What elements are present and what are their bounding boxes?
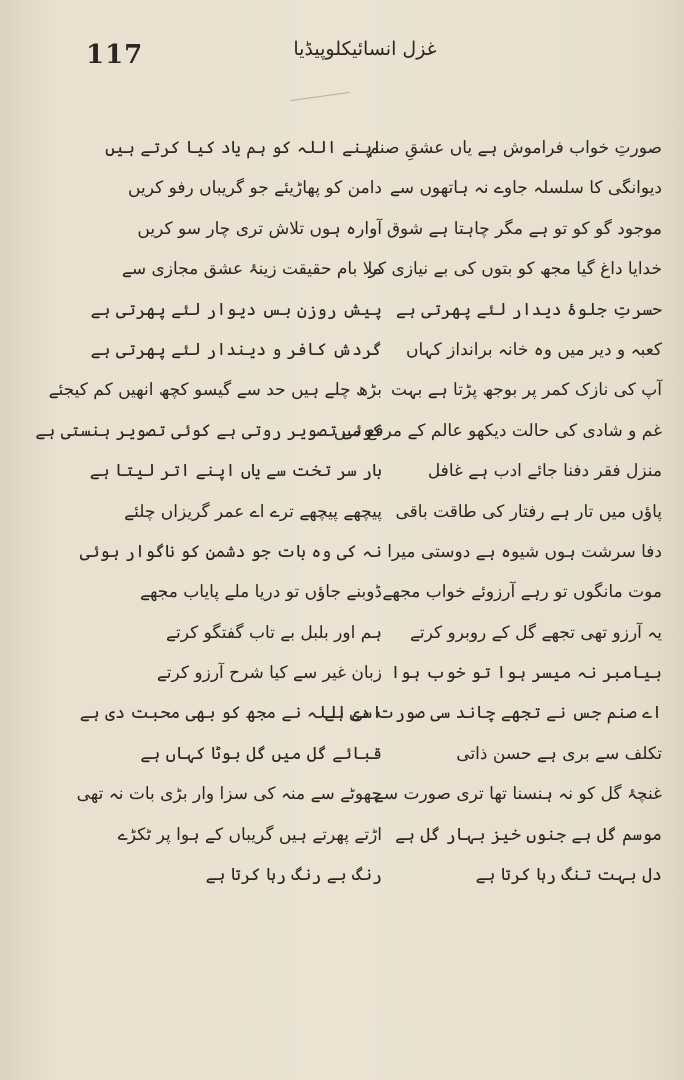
verse-line: حسرتِ جلوۂ دیدار لئے پھرتی ہے: [395, 299, 662, 320]
verse-line: اسی اللہ نے مجھ کو بھی محبت دی ہے: [79, 703, 382, 724]
verse-line: منزل فقر دفنا جائے ادب ہے غافل: [427, 461, 662, 482]
running-title: غزل انسائیکلوپیڈیا: [293, 38, 437, 60]
verse-line: نہ کی وہ بات جو دشمن کو ناگوار ہوئی: [79, 541, 382, 562]
verse-line: بیامبر نہ میسر ہوا تو خوب ہوا: [390, 663, 662, 684]
verse-line: آوارہ ہوں تلاش تری چار سو کریں: [137, 218, 382, 239]
verse-line: غم و شادی کی حالت دیکھو عالم کے مرقع میں: [333, 420, 662, 441]
verse-line: اپنے اللہ کو ہم یاد کیا کرتے ہیں: [105, 138, 382, 158]
verse-line: یہ آرزو تھی تجھے گل کے روبرو کرتے: [409, 622, 662, 643]
verse-line: ہم اور بلبل بے تاب گفتگو کرتے: [166, 622, 382, 643]
verse-line: ملا بام حقیقت زینۂ عشق مجازی سے: [121, 259, 382, 280]
verse-line: موت مانگوں تو رہے آرزوئے خواب مجھے: [382, 582, 662, 603]
verse-line: ڈوبنے جاؤں تو دریا ملے پایاب مجھے: [139, 582, 382, 603]
verse-line: چھوٹے سے منہ کی سزا وار بڑی بات نہ تھی: [76, 784, 382, 805]
verse-line: آپ کی نازک کمر پر بوجھ پڑتا ہے بہت: [390, 380, 662, 401]
verse-line: کوئی تصویر روتی ہے کوئی تصویر ہنستی ہے: [35, 420, 382, 441]
verse-line: تکلف سے بری ہے حسن ذاتی: [456, 743, 662, 764]
verse-line: رنگ بے رنگ رہا کرتا ہے: [205, 865, 382, 886]
verse-line: اے صنم جس نے تجھے چاند سی صورت دی ہے: [324, 703, 662, 724]
verse-line: خدایا داغ گیا مجھ کو بتوں کی بے نیازی کر: [368, 259, 662, 280]
verse-line: کعبہ و دیر میں وہ خانہ برانداز کہاں: [406, 339, 662, 360]
verse-line: صورتِ خواب فراموش ہے یاں عشقِ صنم: [368, 138, 662, 158]
verse-line: دفا سرشت ہوں شیوہ ہے دوستی میرا: [387, 541, 662, 562]
verse-line: موجود گو کو تو ہے مگر چاہتا ہے شوق: [386, 218, 662, 239]
verse-line: دیوانگی کا سلسلہ جاوے نہ ہاتھوں سے: [389, 178, 662, 199]
verse-line: اڑتے پھرتے ہیں گریباں کے ہوا پر ٹکڑے: [117, 824, 382, 845]
page-number: 117: [86, 40, 144, 70]
verse-line: پیچھے پیچھے ترے اے عمر گریزاں چلئے: [124, 501, 382, 522]
left-verse-column: [35, 128, 382, 895]
verse-line: قبائے گل میں گل بوٹا کہاں ہے: [140, 743, 382, 764]
title-underline: [290, 92, 350, 101]
verse-line: موسم گل ہے جنوں خیز بہار گل ہے: [395, 824, 662, 845]
verse-line: دل بہت تنگ رہا کرتا ہے: [475, 865, 662, 886]
verse-line: بار سر تخت سے یاں اپنے اتر لیتا ہے: [89, 461, 382, 482]
verse-line: زبان غیر سے کیا شرح آرزو کرتے: [156, 663, 382, 684]
verse-line: بڑھ چلے ہیں حد سے گیسو کچھ انھیں کم کیجئے: [48, 380, 382, 401]
right-verse-column: [324, 128, 662, 895]
verse-line: دامن کو پھاڑیئے جو گریباں رفو کریں: [128, 178, 382, 199]
verse-line: غنچۂ گل کو نہ ہنسنا تھا تری صورت سے: [373, 784, 662, 805]
verse-line: گردش کافر و دیندار لئے پھرتی ہے: [90, 339, 382, 360]
verse-line: پیش روزن بس دیوار لئے پھرتی ہے: [90, 299, 382, 320]
verse-line: پاؤں میں تار ہے رفتار کی طاقت باقی: [395, 501, 662, 522]
